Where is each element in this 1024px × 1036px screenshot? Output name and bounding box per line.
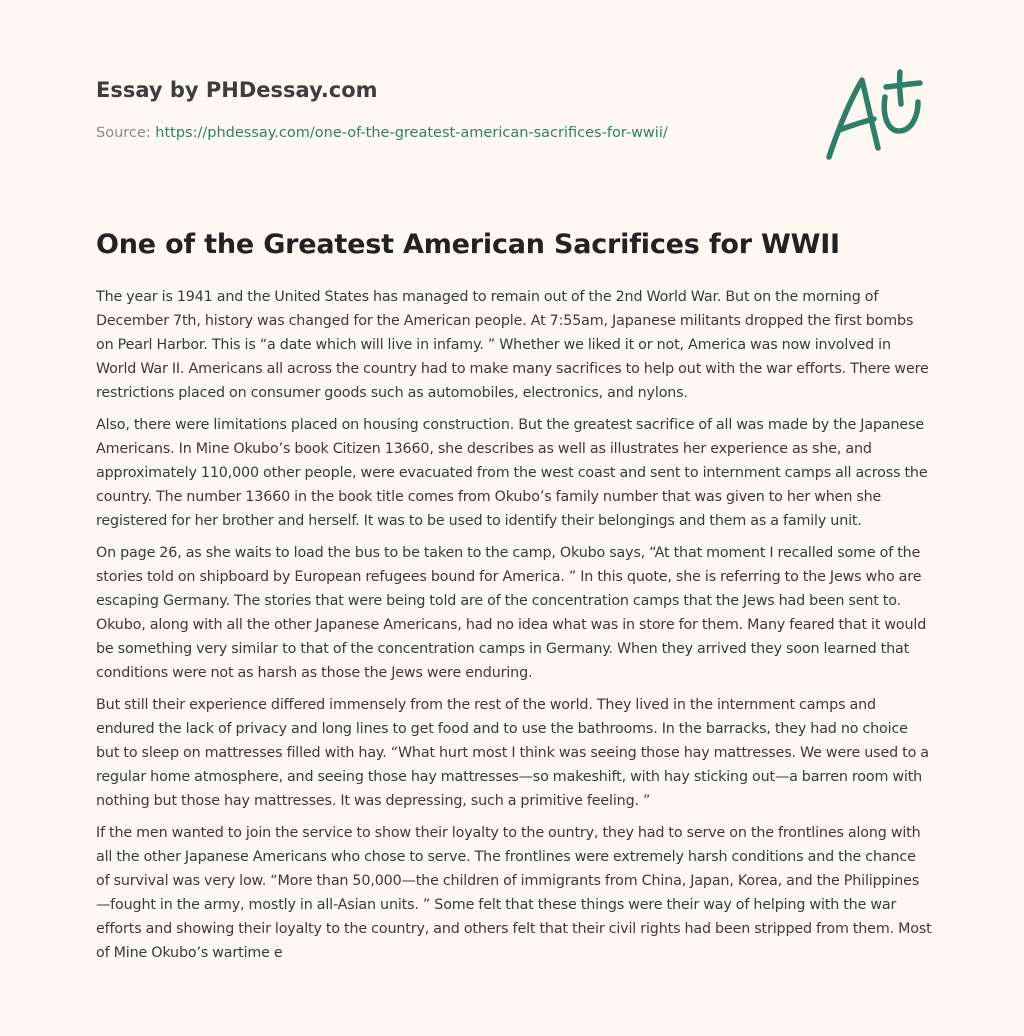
source-label: Source: — [96, 125, 151, 141]
essay-paragraph: The year is 1941 and the United States has managed to remain out of the 2nd World War. But on the morning of December 7th, history was changed for the American people. At 7:55am, Japanese militants dropped the first bombs on Pearl Harbor. This is “a date which will live in infamy. ” Whether we liked it or not, America was now involved in World War II. Americans all across the country had to make many sacrifices to help out with the war efforts. There were restrictions placed on consumer goods such as automobiles, electronics, and nylons. — [96, 289, 929, 401]
essay-body — [96, 285, 932, 973]
source-link[interactable]: https://phdessay.com/one-of-the-greatest-american-sacrifices-for-wwii/ — [155, 125, 668, 141]
essay-paragraph: But still their experience differed immensely from the rest of the world. They lived in the internment camps and endured the lack of privacy and long lines to get food and to use the bathrooms. In the barracks, they had no choice but to sleep on mattresses filled with hay. “What hurt most I think was seeing those hay mattresses. We were used to a regular home atmosphere, and seeing those hay mattresses—so makeshift, with hay sticking out—a barren room with nothing but those hay mattresses. It was depressing, such a primitive feeling. ” — [96, 697, 929, 809]
a-plus-logo-icon — [822, 66, 932, 166]
page-header — [96, 74, 796, 143]
brand-title: Essay by PHDessay.com — [96, 78, 378, 102]
essay-paragraph: If the men wanted to join the service to show their loyalty to the ountry, they had to serve on the frontlines along with all the other Japanese Americans who chose to serve. The frontlines were extremely harsh conditions and the chance of survival was very low. “More than 50,000—the children of immigrants from China, Japan, Korea, and the Philippines—fought in the army, mostly in all-Asian units. ” Some felt that these things were their way of helping with the war efforts and showing their loyalty to the country, and others felt that their civil rights had been stripped from them. Most of Mine Okubo’s wartime e — [96, 825, 932, 961]
essay-title: One of the Greatest American Sacrifices for WWII — [96, 229, 840, 260]
source-line — [96, 123, 796, 143]
essay-paragraph: On page 26, as she waits to load the bus to be taken to the camp, Okubo says, “At that moment I recalled some of the stories told on shipboard by European refugees bound for America. ” In this quote, she is referring to the Jews who are escaping Germany. The stories that were being told are of the concentration camps that the Jews had been sent to. Okubo, along with all the other Japanese Americans, had no idea what was in store for them. Many feared that it would be something very similar to that of the concentration camps in Germany. When they arrived they soon learned that conditions were not as harsh as those the Jews were enduring. — [96, 545, 927, 681]
essay-paragraph: Also, there were limitations placed on housing construction. But the greatest sacrifice of all was made by the Japanese Americans. In Mine Okubo’s book Citizen 13660, she describes as well as illustrates her experience as she, and approximately 110,000 other people, were evacuated from the west coast and sent to internment camps all across the country. The number 13660 in the book title comes from Okubo’s family number that was given to her when she registered for her brother and herself. It was to be used to identify their belongings and them as a family unit. — [96, 417, 928, 529]
